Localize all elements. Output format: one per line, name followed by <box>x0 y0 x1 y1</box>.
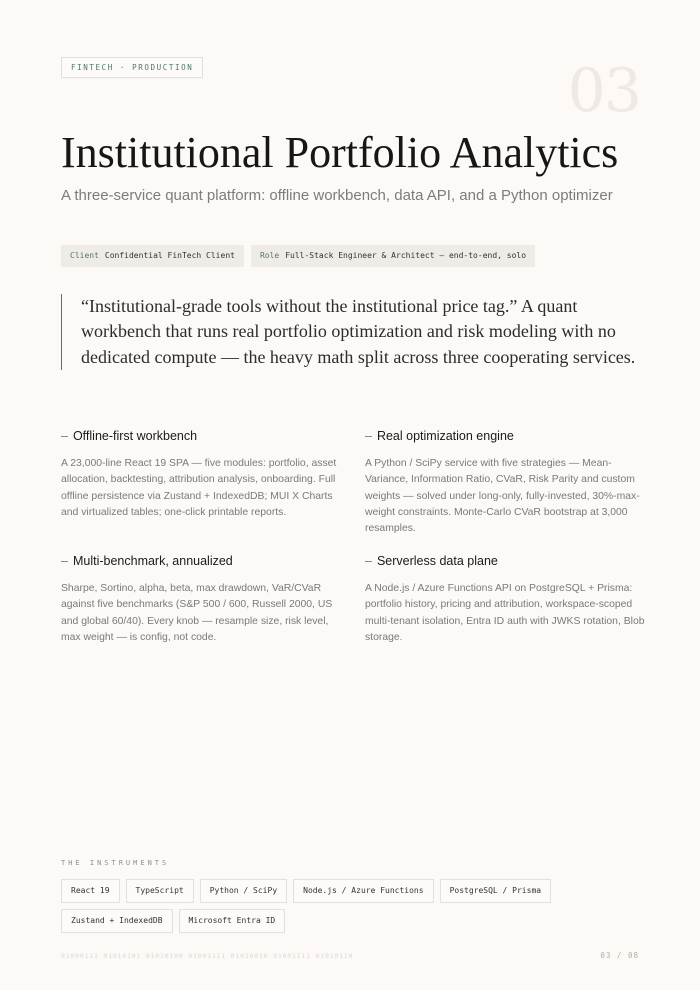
instrument-chip: Zustand + IndexedDB <box>61 909 173 933</box>
feature-optimization-engine <box>365 428 650 537</box>
page-number: 03 / 08 <box>600 951 639 960</box>
dash-marker: – <box>61 554 68 568</box>
feature-title <box>365 553 650 569</box>
feature-title <box>61 428 346 444</box>
page-title: Institutional Portfolio Analytics <box>61 128 619 177</box>
feature-body: A Node.js / Azure Functions API on PostgreSQL + Prisma: portfolio history, pricing and attribution, workspace-scoped multi-tenant isolation, Entra ID auth with JWKS rotation, Blob storage. <box>365 583 645 643</box>
feature-title <box>365 428 650 444</box>
instruments-heading: THE INSTRUMENTS <box>61 859 170 867</box>
feature-body: Sharpe, Sortino, alpha, beta, max drawdown, VaR/CVaR against five benchmarks (S&P 500 / 600, Russell 2000, US and global 60/40). Every knob — resample size, risk level, max weight — is config, not code. <box>61 583 333 643</box>
instrument-chip: React 19 <box>61 879 120 903</box>
role-meta-key: Role <box>259 251 280 260</box>
instrument-chip: Node.js / Azure Functions <box>293 879 433 903</box>
feature-multi-benchmark <box>61 553 346 646</box>
instruments-list <box>61 879 641 933</box>
client-meta-key: Client <box>70 251 99 260</box>
dash-marker: – <box>365 554 372 568</box>
instrument-chip: TypeScript <box>126 879 194 903</box>
feature-title-text: Serverless data plane <box>376 554 498 568</box>
role-meta-value: Full-Stack Engineer & Architect — end-to-end, solo <box>285 251 527 260</box>
feature-title-text: Offline-first workbench <box>72 429 198 443</box>
dash-marker: – <box>61 429 68 443</box>
section-number: 03 <box>567 56 640 126</box>
feature-body: A 23,000-line React 19 SPA — five modules: portfolio, asset allocation, backtesting, attribution analysis, onboarding. Full offline persistence via Zustand + IndexedDB; MUI X Charts and virtualized tables; one-click printable reports. <box>61 458 337 518</box>
feature-body: A Python / SciPy service with five strategies — Mean-Variance, Information Ratio, CVaR, Risk Parity and custom weights — solved under long-only, fully-invested, 30%-max-weight constraints. Monte-Carlo CVaR bootstrap at 3,000 resamples. <box>365 458 640 535</box>
role-meta <box>251 245 535 267</box>
instrument-chip: PostgreSQL / Prisma <box>440 879 552 903</box>
feature-title-text: Multi-benchmark, annualized <box>72 554 233 568</box>
pull-quote: “Institutional-grade tools without the institutional price tag.” A quant workbench that runs real portfolio optimization and risk modeling with no dedicated compute — the heavy math split across three cooperating services. <box>61 294 651 370</box>
feature-title <box>61 553 346 569</box>
client-meta <box>61 245 244 267</box>
meta-row <box>61 245 535 267</box>
dash-marker: – <box>365 429 372 443</box>
page-subtitle: A three-service quant platform: offline workbench, data API, and a Python optimizer <box>61 187 613 204</box>
instrument-chip: Python / SciPy <box>200 879 287 903</box>
feature-serverless-data-plane <box>365 553 650 646</box>
instrument-chip: Microsoft Entra ID <box>179 909 286 933</box>
feature-offline-workbench <box>61 428 346 521</box>
feature-title-text: Real optimization engine <box>376 429 514 443</box>
binary-footer: 01000111 01010101 01010100 01001111 01010010 01001111 01010110 <box>61 952 354 960</box>
category-tag: FINTECH · PRODUCTION <box>61 57 203 78</box>
client-meta-value: Confidential FinTech Client <box>104 251 235 260</box>
